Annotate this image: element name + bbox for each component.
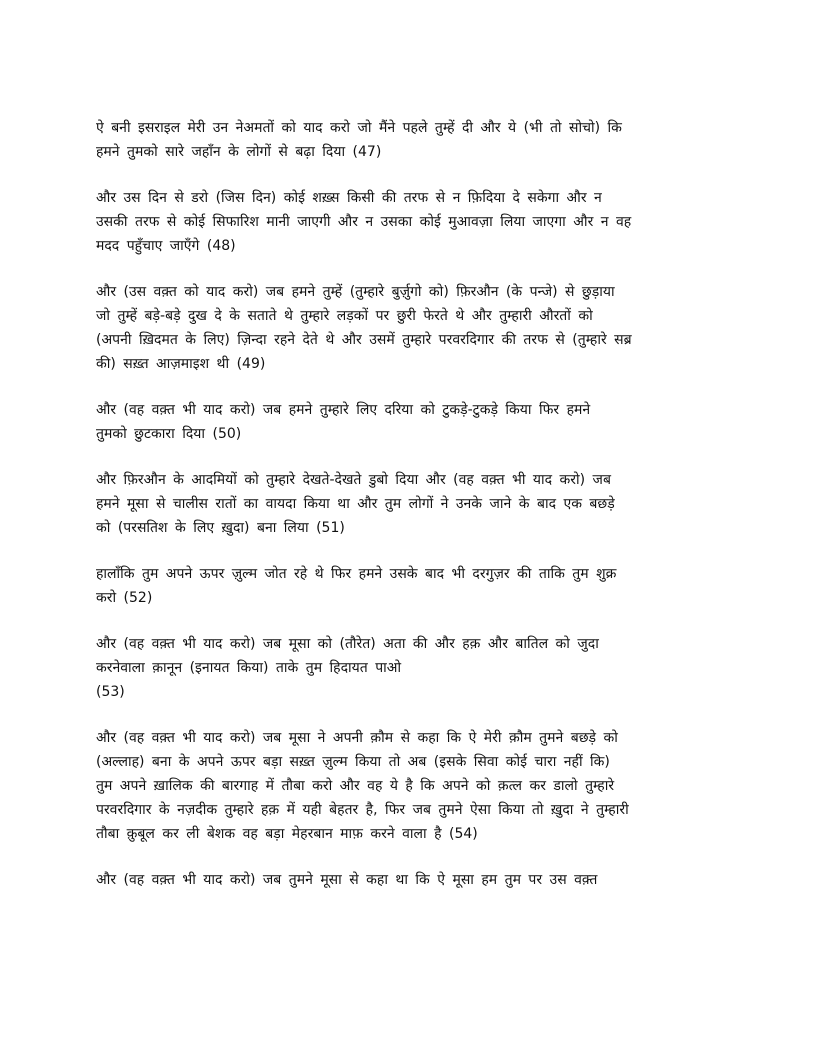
text-line: करनेवाला क़ानून (इनायत किया) ताके तुम हिदायत पाओ [96, 660, 402, 676]
text-line: तुमको छुटकारा दिया (50) [96, 426, 242, 442]
text-line: की) सख़्त आज़माइश थी (49) [96, 356, 266, 372]
text-line: हमने तुमको सारे जहाँन के लोगों से बढ़ा दिया (47) [96, 144, 382, 160]
document-body [96, 116, 716, 914]
text-line: और फ़िरऔन के आदमियों को तुम्हारे देखते-देखते डुबो दिया और (वह वक़्त भी याद करो) जब [96, 472, 611, 488]
text-line: हमने मूसा से चालीस रातों का वायदा किया था और तुम लोगों ने उनके जाने के बाद एक बछड़े [96, 496, 615, 512]
text-line: (53) [96, 684, 125, 700]
verse-53 [96, 632, 716, 704]
verse-52 [96, 562, 716, 610]
text-line: (अपनी ख़िदमत के लिए) ज़िन्दा रहने देते थे और उसमें तुम्हारे परवरदिगार की तरफ से (तुम्हारे सब्र [96, 332, 632, 348]
text-line: और (वह वक़्त भी याद करो) जब हमने तुम्हारे लिए दरिया को टुकड़े-टुकड़े किया फिर हमने [96, 402, 591, 418]
text-line: उसकी तरफ से कोई सिफारिश मानी जाएगी और न उसका कोई मुआवज़ा लिया जाएगा और न वह [96, 214, 632, 230]
text-line: जो तुम्हें बड़े-बड़े दुख दे के सताते थे तुम्हारे लड़कों पर छुरी फेरते थे और तुम्हारी औरतों को [96, 308, 593, 324]
text-line: मदद पहुँचाए जाएँगे (48) [96, 238, 236, 254]
verse-50 [96, 398, 716, 446]
text-line: करो (52) [96, 590, 153, 606]
text-line: और (उस वक़्त को याद करो) जब हमने तुम्हें (तुम्हारे बुर्ज़ुगो को) फ़िरऔन (के पन्जे) से छुड़ाया [96, 284, 615, 300]
verse-47 [96, 116, 716, 164]
text-line: को (परसतिश के लिए ख़ुदा) बना लिया (51) [96, 520, 345, 536]
text-line: और उस दिन से डरो (जिस दिन) कोई शख़्स किसी की तरफ से न फ़िदिया दे सकेगा और न [96, 190, 602, 206]
text-line: ऐ बनी इसराइल मेरी उन नेअमतों को याद करो जो मैंने पहले तुम्हें दी और ये (भी तो सोचो) कि [96, 120, 622, 136]
verse-49 [96, 280, 716, 376]
text-line: और (वह वक़्त भी याद करो) जब मूसा को (तौरेत) अता की और हक़ और बातिल को जुदा [96, 636, 599, 652]
text-line: तुम अपने ख़ालिक की बारगाह में तौबा करो और वह ये है कि अपने को क़त्ल कर डालो तुम्हारे [96, 778, 615, 794]
text-line: हालाँकि तुम अपने ऊपर ज़ुल्म जोत रहे थे फिर हमने उसके बाद भी दरगुज़र की ताकि तुम शुक्र [96, 566, 617, 582]
text-line: परवरदिगार के नज़दीक तुम्हारे हक़ में यही बेहतर है, फिर जब तुमने ऐसा किया तो ख़ुदा ने तुम्हारी [96, 802, 629, 818]
verse-48 [96, 186, 716, 258]
text-line: तौबा क़ुबूल कर ली बेशक वह बड़ा मेहरबान माफ़ करने वाला है (54) [96, 826, 478, 842]
text-line: और (वह वक़्त भी याद करो) जब मूसा ने अपनी क़ौम से कहा कि ऐ मेरी क़ौम तुमने बछड़े को [96, 730, 618, 746]
verse-51 [96, 468, 716, 540]
verse-54 [96, 726, 716, 846]
text-line: (अल्लाह) बना के अपने ऊपर बड़ा सख़्त ज़ुल्म किया तो अब (इसके सिवा कोई चारा नहीं कि) [96, 754, 610, 770]
text-line: और (वह वक़्त भी याद करो) जब तुमने मूसा से कहा था कि ऐ मूसा हम तुम पर उस वक़्त [96, 872, 598, 888]
verse-55-start [96, 868, 716, 892]
